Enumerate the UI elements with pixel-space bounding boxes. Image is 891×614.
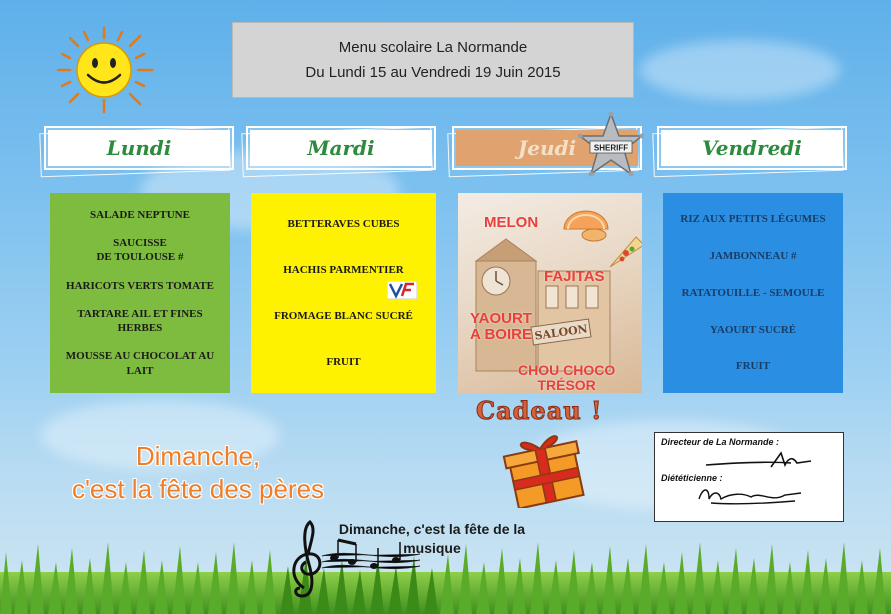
dieteticienne-label: Diététicienne : bbox=[661, 473, 723, 483]
fete-line-2: c'est la fête des pères bbox=[71, 473, 325, 504]
melon-icon bbox=[562, 207, 610, 243]
sun-icon bbox=[44, 22, 164, 117]
day-header-mardi bbox=[246, 126, 436, 170]
menu-box-jeudi bbox=[458, 193, 642, 393]
fete-des-peres-text bbox=[38, 440, 358, 505]
day-header-vendredi bbox=[657, 126, 847, 170]
menu-item: TARTARE AIL ET FINES HERBES bbox=[77, 307, 203, 335]
jeudi-item: MELON bbox=[484, 214, 539, 231]
vf-origin-logo-icon bbox=[387, 281, 417, 299]
menu-dates: Du Lundi 15 au Vendredi 19 Juin 2015 bbox=[305, 64, 561, 81]
menu-item: YAOURT SUCRÉ bbox=[709, 323, 797, 336]
directeur-label: Directeur de La Normande : bbox=[661, 437, 780, 447]
menu-item: HARICOTS VERTS TOMATE bbox=[66, 279, 214, 292]
sheriff-star-icon bbox=[578, 112, 644, 184]
day-label: Mardi bbox=[250, 130, 432, 166]
cadeau-text: Cadeau ! bbox=[476, 396, 603, 425]
menu-item: FRUIT bbox=[735, 360, 771, 373]
saloon-illustration-icon bbox=[468, 231, 618, 381]
fete-line-1: Dimanche, bbox=[135, 441, 261, 471]
day-label: Jeudi bbox=[456, 130, 638, 166]
day-header-lundi bbox=[44, 126, 234, 170]
day-label: Vendredi bbox=[661, 130, 843, 166]
fete-musique-text: Dimanche, c'est la fête de la musique bbox=[338, 521, 526, 556]
dieteticienne-signature-icon bbox=[691, 483, 811, 507]
menu-header bbox=[232, 22, 634, 98]
menu-item: RATATOUILLE - SEMOULE bbox=[681, 286, 825, 299]
directeur-signature-icon bbox=[701, 447, 821, 471]
menu-item: SAUCISSE DE TOULOUSE # bbox=[96, 237, 184, 264]
menu-item: HACHIS PARMENTIER bbox=[283, 263, 404, 276]
menu-box-lundi bbox=[50, 193, 230, 393]
menu-item: SALADE NEPTUNE bbox=[90, 208, 190, 221]
menu-item: FRUIT bbox=[326, 355, 361, 368]
cloud bbox=[640, 40, 840, 100]
saloon-sign-text: SALOON bbox=[533, 322, 589, 343]
jeudi-item: FAJITAS bbox=[544, 268, 605, 285]
menu-item: FROMAGE BLANC SUCRÉ bbox=[274, 309, 413, 322]
day-label: Lundi bbox=[48, 130, 230, 166]
fajita-icon bbox=[606, 233, 642, 273]
jeudi-item: YAOURT A BOIRE bbox=[470, 310, 532, 343]
menu-item: RIZ AUX PETITS LÉGUMES bbox=[680, 213, 826, 226]
jeudi-item: CHOU CHOCO TRÉSOR bbox=[518, 362, 616, 393]
menu-item: MOUSSE AU CHOCOLAT AU LAIT bbox=[65, 350, 215, 377]
menu-item: BETTERAVES CUBES bbox=[287, 217, 400, 230]
menu-item: JAMBONNEAU # bbox=[709, 250, 797, 263]
sheriff-badge-text: SHERIFF bbox=[593, 143, 629, 153]
menu-title: Menu scolaire La Normande bbox=[338, 39, 528, 56]
signature-box bbox=[654, 432, 844, 522]
gift-icon bbox=[498, 428, 596, 508]
menu-box-vendredi bbox=[663, 193, 843, 393]
